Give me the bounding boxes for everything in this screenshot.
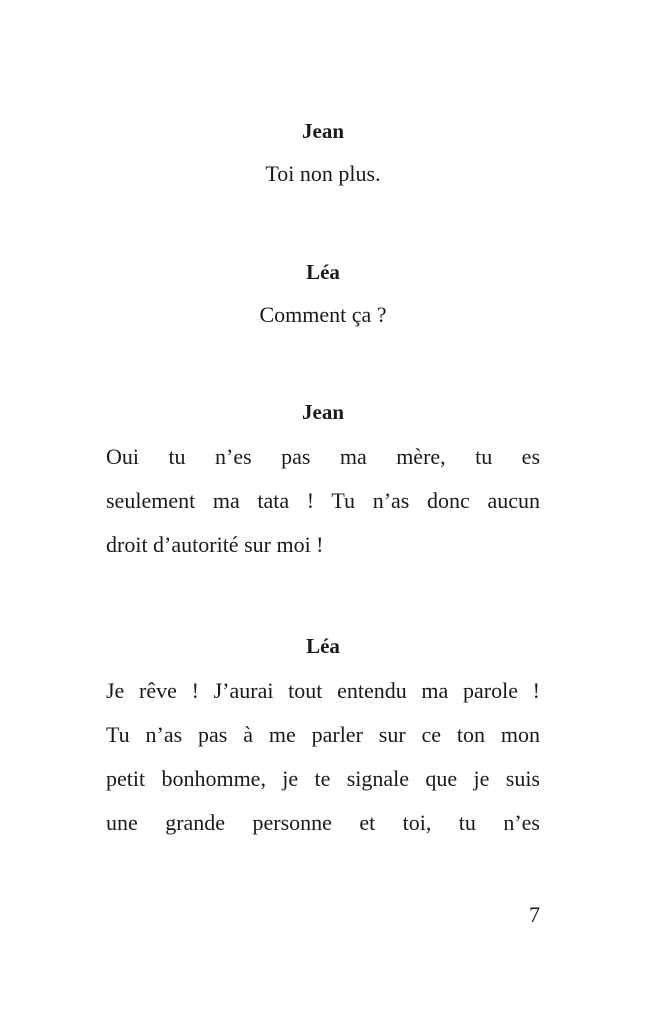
dialogue-line: Comment ça ? [259, 302, 387, 327]
dialogue-line: Je rêve ! J’aurai tout entendu ma parole ! [106, 678, 540, 703]
dialogue-line: une grande personne et toi, tu n’es [106, 810, 540, 835]
page-number: 7 [529, 902, 540, 927]
speaker-name: Léa [306, 634, 340, 658]
dialogue-line: Oui tu n’es pas ma mère, tu es [106, 444, 540, 469]
dialogue-line: Toi non plus. [265, 161, 381, 186]
dialogue-line: petit bonhomme, je te signale que je suis [106, 766, 540, 791]
speaker-name: Jean [302, 119, 344, 143]
dialogue-line: seulement ma tata ! Tu n’as donc aucun [106, 488, 540, 513]
speaker-name: Jean [302, 400, 344, 424]
dialogue-block [106, 631, 540, 845]
dialogue-block [106, 397, 540, 567]
dialogue-block [106, 116, 540, 196]
dialogue-line: droit d’autorité sur moi ! [106, 532, 324, 557]
speaker-name: Léa [306, 260, 340, 284]
dialogue-line: Tu n’as pas à me parler sur ce ton mon [106, 722, 540, 747]
dialogue-block [106, 257, 540, 337]
